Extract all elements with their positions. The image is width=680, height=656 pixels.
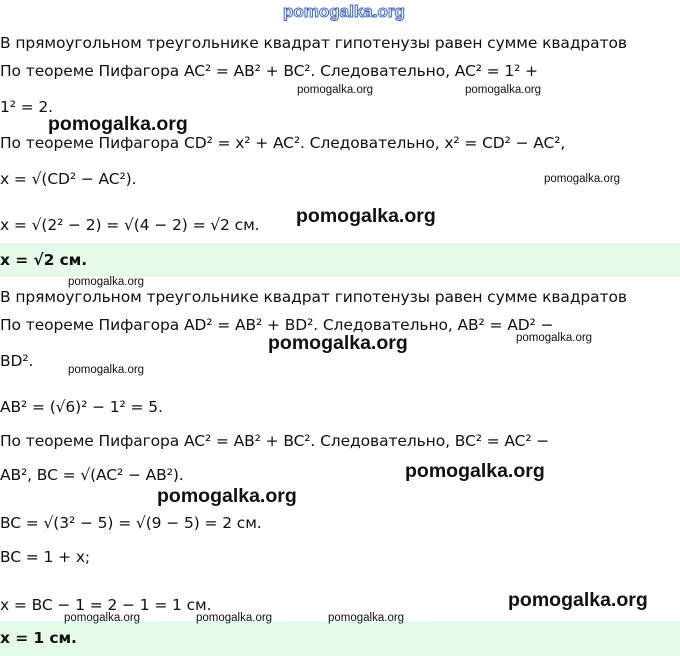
part1-line6: x = √(2² − 2) = √(4 − 2) = √2 см. [0, 216, 260, 234]
watermark: pomogalka.org [196, 612, 273, 624]
part2-line6: AB², BC = √(AC² − AB²). [0, 466, 184, 484]
part2-line2: По теореме Пифагора AD² = AB² + BD². Следовательно, AB² = AD² − [0, 316, 554, 334]
part2-line3: BD². [0, 352, 34, 370]
part2-answer-box [0, 621, 680, 656]
watermark: pomogalka.org [296, 205, 436, 227]
part1-answer: x = √2 см. [0, 251, 88, 269]
part1-line4: По теореме Пифагора CD² = x² + AC². Следовательно, x² = CD² − AC², [0, 134, 566, 152]
part2-line8: BC = 1 + x; [0, 548, 91, 566]
watermark: pomogalka.org [465, 84, 542, 96]
part2-answer: x = 1 см. [0, 629, 77, 647]
part2-line5: По теореме Пифагора AC² = AB² + BC². Следовательно, BC² = AC² − [0, 432, 550, 450]
part1-line3: 1² = 2. [0, 98, 54, 116]
part1-line1: В прямоугольном треугольнике квадрат гипотенузы равен сумме квадратов [0, 34, 627, 52]
part2-line1: В прямоугольном треугольнике квадрат гипотенузы равен сумме квадратов [0, 288, 627, 306]
part1-line5: x = √(CD² − AC²). [0, 170, 137, 188]
part2-line7: BC = √(3² − 5) = √(9 − 5) = 2 см. [0, 514, 262, 532]
watermark: pomogalka.org [544, 173, 621, 185]
part1-line2: По теореме Пифагора AC² = AB² + BC². Следовательно, AC² = 1² + [0, 62, 538, 80]
top-watermark: pomogalka.org [283, 2, 405, 21]
watermark: pomogalka.org [68, 364, 145, 376]
watermark: pomogalka.org [268, 332, 408, 354]
watermark: pomogalka.org [297, 84, 374, 96]
watermark: pomogalka.org [157, 485, 297, 507]
watermark: pomogalka.org [405, 460, 545, 482]
watermark: pomogalka.org [64, 612, 141, 624]
watermark: pomogalka.org [328, 612, 405, 624]
watermark: pomogalka.org [516, 332, 593, 344]
watermark: pomogalka.org [508, 589, 648, 611]
part2-line4: AB² = (√6)² − 1² = 5. [0, 398, 163, 416]
watermark: pomogalka.org [48, 113, 188, 135]
watermark: pomogalka.org [68, 276, 145, 288]
part1-answer-box [0, 243, 680, 277]
part2-line9: x = BC − 1 = 2 − 1 = 1 см. [0, 596, 212, 614]
